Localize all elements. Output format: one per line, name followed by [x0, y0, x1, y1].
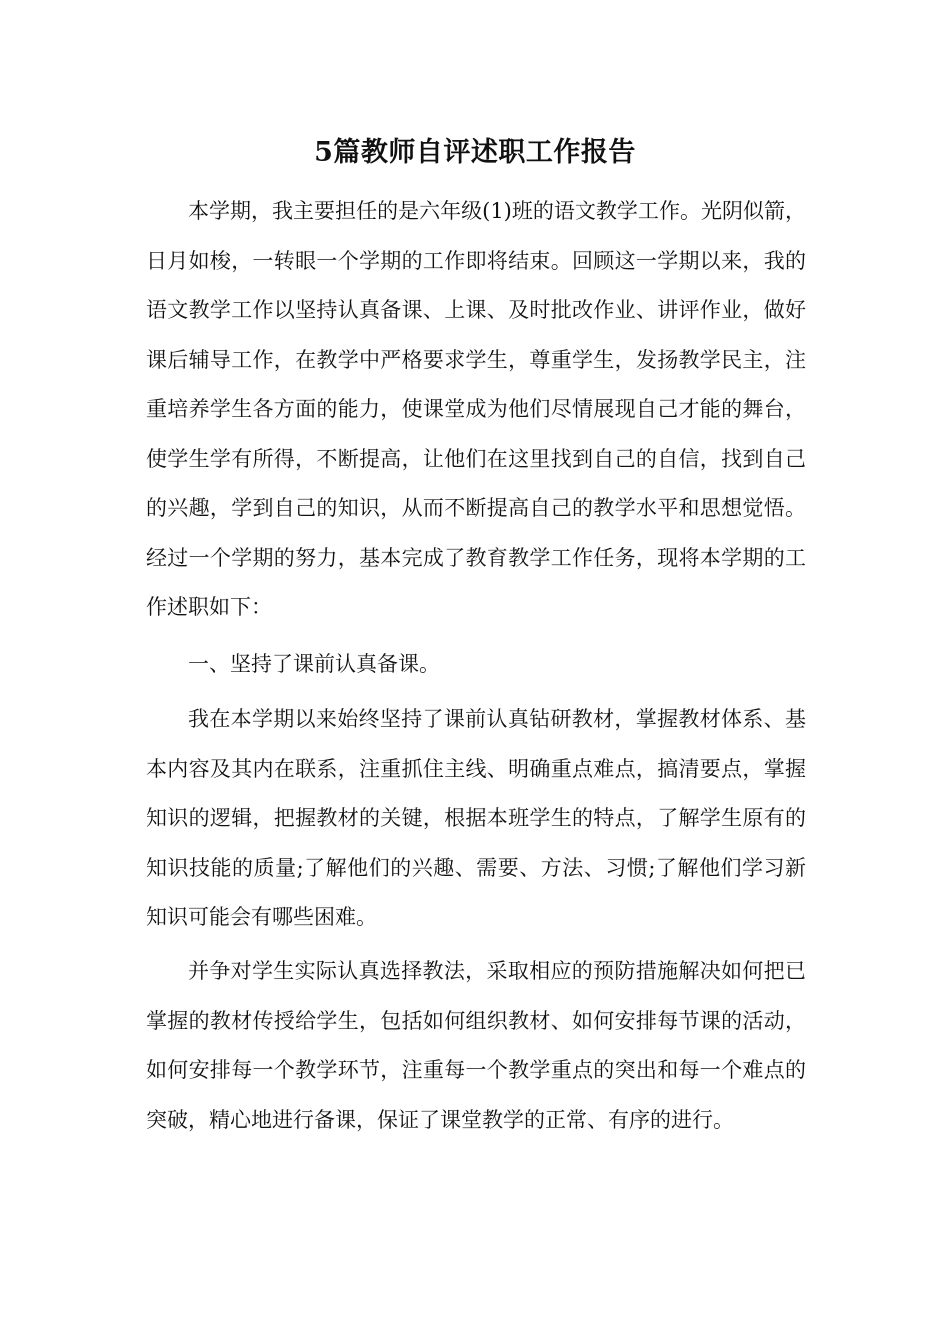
paragraph-preparation: 我在本学期以来始终坚持了课前认真钻研教材，掌握教材体系、基本内容及其内在联系，注重抓住主线、明确重点难点，搞清要点，掌握知识的逻辑，把握教材的关键，根据本班学生的特点，了解学生原有的知识技能的质量;了解他们的兴趣、需要、方法、习惯;了解他们学习新知识可能会有哪些困难。 [146, 707, 806, 929]
section-heading-1: 一、坚持了课前认真备课。 [188, 652, 440, 676]
paragraph-intro: 本学期，我主要担任的是六年级(1)班的语文教学工作。光阴似箭，日月如梭，一转眼一个学期的工作即将结束。回顾这一学期以来，我的语文教学工作以坚持认真备课、上课、及时批改作业、讲评作业，做好课后辅导工作，在教学中严格要求学生，尊重学生，发扬教学民主，注重培养学生各方面的能力，使课堂成为他们尽情展现自己才能的舞台，使学生学有所得，不断提高，让他们在这里找到自己的自信，找到自己的兴趣，学到自己的知识，从而不断提高自己的教学水平和思想觉悟。经过一个学期的努力，基本完成了教育教学工作任务，现将本学期的工作述职如下： [146, 199, 806, 619]
paragraph-methods: 并争对学生实际认真选择教法，采取相应的预防措施解决如何把已掌握的教材传授给学生，包括如何组织教材、如何安排每节课的活动，如何安排每一个教学环节，注重每一个教学重点的突出和每一个难点的突破，精心地进行备课，保证了课堂教学的正常、有序的进行。 [146, 959, 806, 1132]
document-title: 5篇教师自评述职工作报告 [314, 137, 636, 168]
